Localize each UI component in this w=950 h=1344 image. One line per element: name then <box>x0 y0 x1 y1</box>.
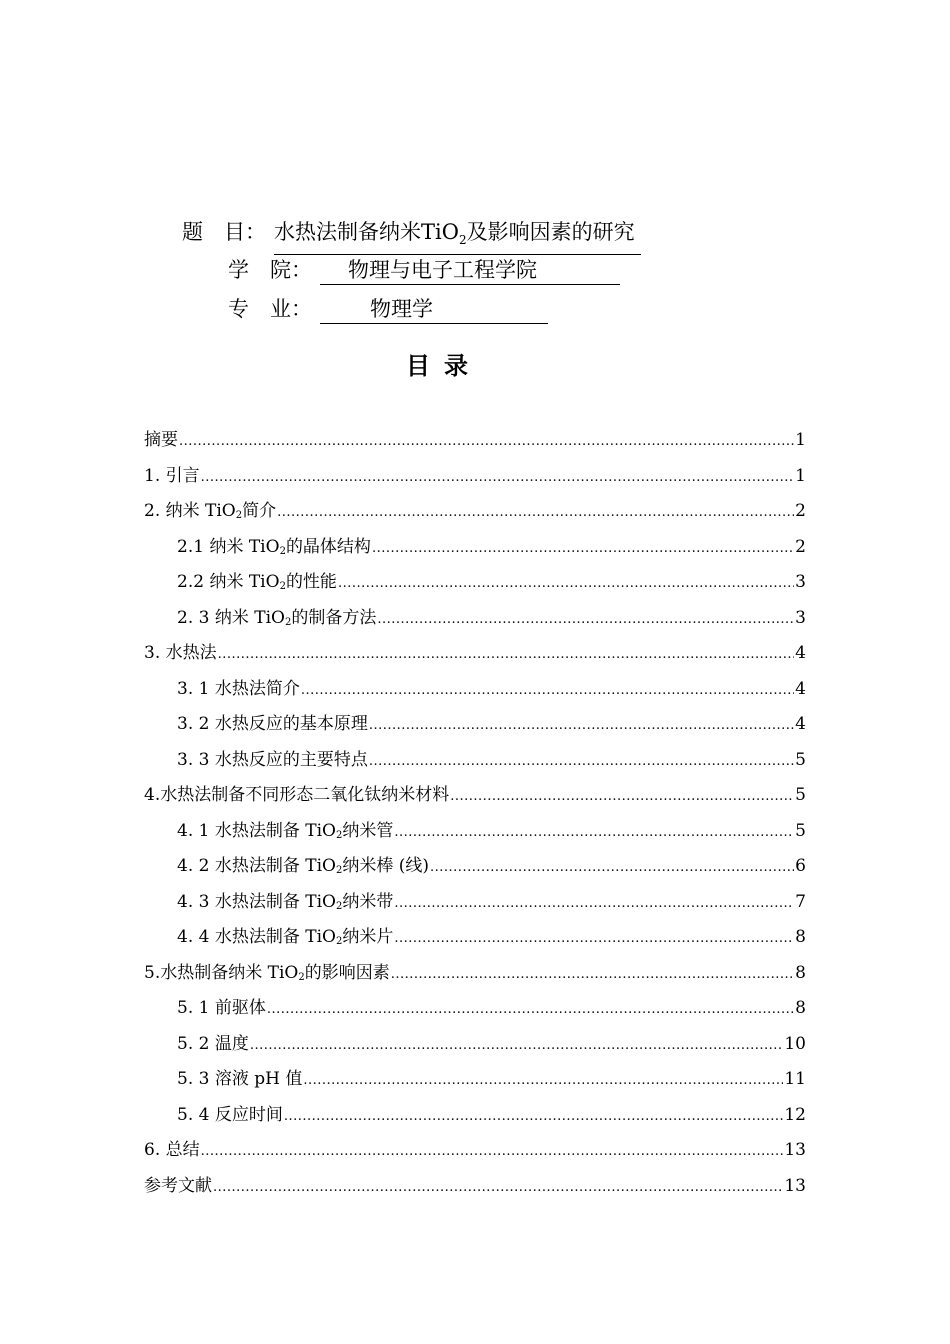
toc-dot-leader <box>267 994 794 1026</box>
toc-dot-leader <box>201 462 795 494</box>
toc-dot-leader <box>369 746 794 778</box>
toc-page-number: 5 <box>795 820 806 841</box>
toc-dot-leader <box>391 959 794 991</box>
toc-entry-title-text: 参考文献 <box>144 1175 212 1196</box>
toc-entry[interactable] <box>144 424 806 460</box>
toc-entry-title <box>144 779 449 811</box>
toc-entry[interactable] <box>144 708 806 744</box>
toc-dot-leader <box>369 710 794 742</box>
toc-entry-title-suffix: 简介 <box>242 501 277 521</box>
toc-page-number: 3 <box>795 607 806 628</box>
toc-dot-leader <box>372 533 794 565</box>
toc-entry-title-text: 4. 4 水热法制备 TiO <box>177 927 336 947</box>
toc-dot-leader <box>284 1101 784 1133</box>
toc-entry-subscript: 2 <box>279 545 286 557</box>
toc-entry-title <box>144 424 178 456</box>
toc-entry-title-text: 4.水热法制备不同形态二氧化钛纳米材料 <box>144 785 450 805</box>
toc-entry-title-text: 5. 1 前驱体 <box>177 998 266 1018</box>
toc-entry-title-suffix: 的性能 <box>285 572 337 592</box>
toc-dot-leader <box>213 1172 783 1204</box>
toc-page-number: 8 <box>795 998 806 1018</box>
toc-entry-title-text: 3. 3 水热反应的主要特点 <box>177 749 368 770</box>
toc-entry-subscript: 2 <box>235 510 243 521</box>
toc-page-number: 12 <box>784 1104 806 1125</box>
toc-entry[interactable] <box>144 602 806 638</box>
toc-entry-title <box>177 1099 283 1131</box>
major-line <box>228 289 548 329</box>
toc-page-number: 10 <box>784 1033 806 1054</box>
thesis-title-line <box>182 212 641 252</box>
toc-dot-leader <box>394 817 794 849</box>
thesis-title-subscript: 2 <box>458 233 467 248</box>
toc-entry[interactable] <box>144 637 806 673</box>
toc-entry-subscript: 2 <box>335 829 343 841</box>
toc-entry-title-text: 3. 2 水热反应的基本原理 <box>177 714 368 734</box>
toc-page-number: 8 <box>795 927 806 947</box>
toc-page-number: 2 <box>795 536 806 557</box>
toc-entry-title-text: 1. 引言 <box>144 465 200 486</box>
major-label: 专 业： <box>228 297 312 321</box>
toc-entry[interactable] <box>144 1099 806 1135</box>
toc-entry-title <box>177 921 393 953</box>
toc-entry-title-suffix: 纳米片 <box>342 927 394 947</box>
toc-dot-leader <box>277 497 794 529</box>
toc-entry-title-text: 2.2 纳米 TiO <box>177 572 280 592</box>
toc-entry-title-text: 6. 总结 <box>144 1140 200 1160</box>
toc-entry[interactable] <box>144 850 806 886</box>
toc-page-number: 13 <box>784 1140 806 1160</box>
toc-page-number: 8 <box>795 962 806 983</box>
toc-entry-title <box>144 1170 212 1202</box>
toc-entry-title <box>177 992 266 1024</box>
toc-entry-title <box>177 1028 249 1060</box>
toc-entry-title <box>177 531 371 563</box>
toc-entry[interactable] <box>144 886 806 922</box>
toc-entry[interactable] <box>144 1170 806 1206</box>
toc-entry-title-text: 5.水热制备纳米 TiO <box>144 962 299 983</box>
toc-entry-subscript: 2 <box>284 616 292 628</box>
toc-entry[interactable] <box>144 566 806 602</box>
toc-dot-leader <box>338 568 794 600</box>
toc-entry[interactable] <box>144 921 806 957</box>
toc-page-number: 13 <box>784 1175 806 1196</box>
toc-dot-leader <box>394 923 794 955</box>
toc-entry[interactable] <box>144 779 806 815</box>
toc-entry-title-suffix: 的晶体结构 <box>285 536 371 557</box>
toc-entry-title <box>177 566 337 598</box>
college-value: 物理与电子工程学院 <box>320 256 620 285</box>
toc-entry-title-text: 4. 3 水热法制备 TiO <box>177 891 336 912</box>
toc-page-number: 7 <box>795 891 806 912</box>
toc-entry-title <box>177 708 368 740</box>
toc-dot-leader <box>450 781 794 813</box>
toc-heading: 目录 <box>406 352 482 380</box>
toc-entry-title <box>177 815 393 847</box>
toc-page-number: 4 <box>795 678 806 699</box>
toc-entry[interactable] <box>144 531 806 567</box>
toc-page-number: 4 <box>795 643 806 663</box>
table-of-contents <box>144 424 806 1205</box>
toc-page-number: 1 <box>795 465 806 486</box>
toc-entry-title <box>144 495 276 527</box>
toc-page-number: 6 <box>795 856 806 876</box>
toc-entry[interactable] <box>144 1028 806 1064</box>
toc-entry-title-text: 4. 2 水热法制备 TiO <box>177 856 336 876</box>
toc-page-number: 4 <box>795 714 806 734</box>
major-value: 物理学 <box>320 295 548 324</box>
toc-entry-title-suffix: 纳米带 <box>342 891 394 912</box>
toc-entry-title <box>144 957 390 989</box>
toc-entry-title <box>144 1134 200 1166</box>
toc-entry-title-text: 摘要 <box>144 430 178 450</box>
toc-entry[interactable] <box>144 957 806 993</box>
toc-entry-title-suffix: 的制备方法 <box>291 607 377 628</box>
toc-entry-title <box>177 850 429 882</box>
toc-entry-title-text: 2. 3 纳米 TiO <box>177 607 285 628</box>
toc-entry-subscript: 2 <box>298 971 305 983</box>
toc-entry-title-text: 3. 水热法 <box>144 643 217 663</box>
toc-entry-title <box>144 460 200 492</box>
toc-entry-subscript: 2 <box>335 936 343 947</box>
toc-entry-title-text: 2.1 纳米 TiO <box>177 536 280 557</box>
toc-entry-title-suffix: 纳米棒 (线) <box>342 856 430 876</box>
toc-entry-title <box>177 673 300 705</box>
toc-entry-title <box>177 886 393 918</box>
thesis-title-prefix: 水热法制备纳米TiO <box>274 220 459 244</box>
toc-entry[interactable] <box>144 460 806 496</box>
toc-entry-title <box>144 637 217 669</box>
toc-entry-title-text: 5. 4 反应时间 <box>177 1104 283 1125</box>
toc-entry[interactable] <box>144 815 806 851</box>
toc-entry-title <box>177 744 368 776</box>
toc-entry-title-text: 4. 1 水热法制备 TiO <box>177 820 336 841</box>
thesis-title-label: 题 目： <box>182 220 266 244</box>
toc-entry-title-suffix: 的影响因素 <box>304 962 390 983</box>
toc-dot-leader <box>179 426 794 458</box>
toc-entry-subscript: 2 <box>335 900 343 912</box>
toc-entry[interactable] <box>144 495 806 531</box>
toc-dot-leader <box>394 888 794 920</box>
toc-entry[interactable] <box>144 744 806 780</box>
toc-entry[interactable] <box>144 1134 806 1170</box>
toc-entry[interactable] <box>144 673 806 709</box>
toc-page-number: 11 <box>784 1069 806 1089</box>
toc-entry-subscript: 2 <box>335 865 343 876</box>
toc-page-number: 1 <box>795 430 806 450</box>
toc-dot-leader <box>250 1030 784 1062</box>
toc-entry-title-suffix: 纳米管 <box>342 820 394 841</box>
college-line <box>228 250 620 290</box>
toc-entry-title-text: 3. 1 水热法简介 <box>177 678 300 699</box>
toc-entry-title <box>177 602 376 634</box>
toc-dot-leader <box>301 675 794 707</box>
toc-dot-leader <box>303 1065 783 1097</box>
thesis-title-suffix: 及影响因素的研究 <box>466 220 635 244</box>
toc-entry-subscript: 2 <box>279 581 286 592</box>
toc-dot-leader <box>430 852 794 884</box>
toc-dot-leader <box>218 639 795 671</box>
college-label: 学 院： <box>228 258 312 282</box>
toc-page-number: 3 <box>795 572 806 592</box>
toc-page-number: 5 <box>795 785 806 805</box>
toc-entry-title-text: 2. 纳米 TiO <box>144 501 236 521</box>
toc-entry-title-text: 5. 2 温度 <box>177 1033 249 1054</box>
toc-entry[interactable] <box>144 1063 806 1099</box>
toc-dot-leader <box>201 1136 784 1168</box>
toc-page-number: 2 <box>795 501 806 521</box>
toc-entry-title-text: 5. 3 溶液 pH 值 <box>177 1069 303 1089</box>
toc-page-number: 5 <box>795 749 806 770</box>
toc-dot-leader <box>377 604 794 636</box>
toc-entry-title <box>177 1063 302 1095</box>
toc-entry[interactable] <box>144 992 806 1028</box>
